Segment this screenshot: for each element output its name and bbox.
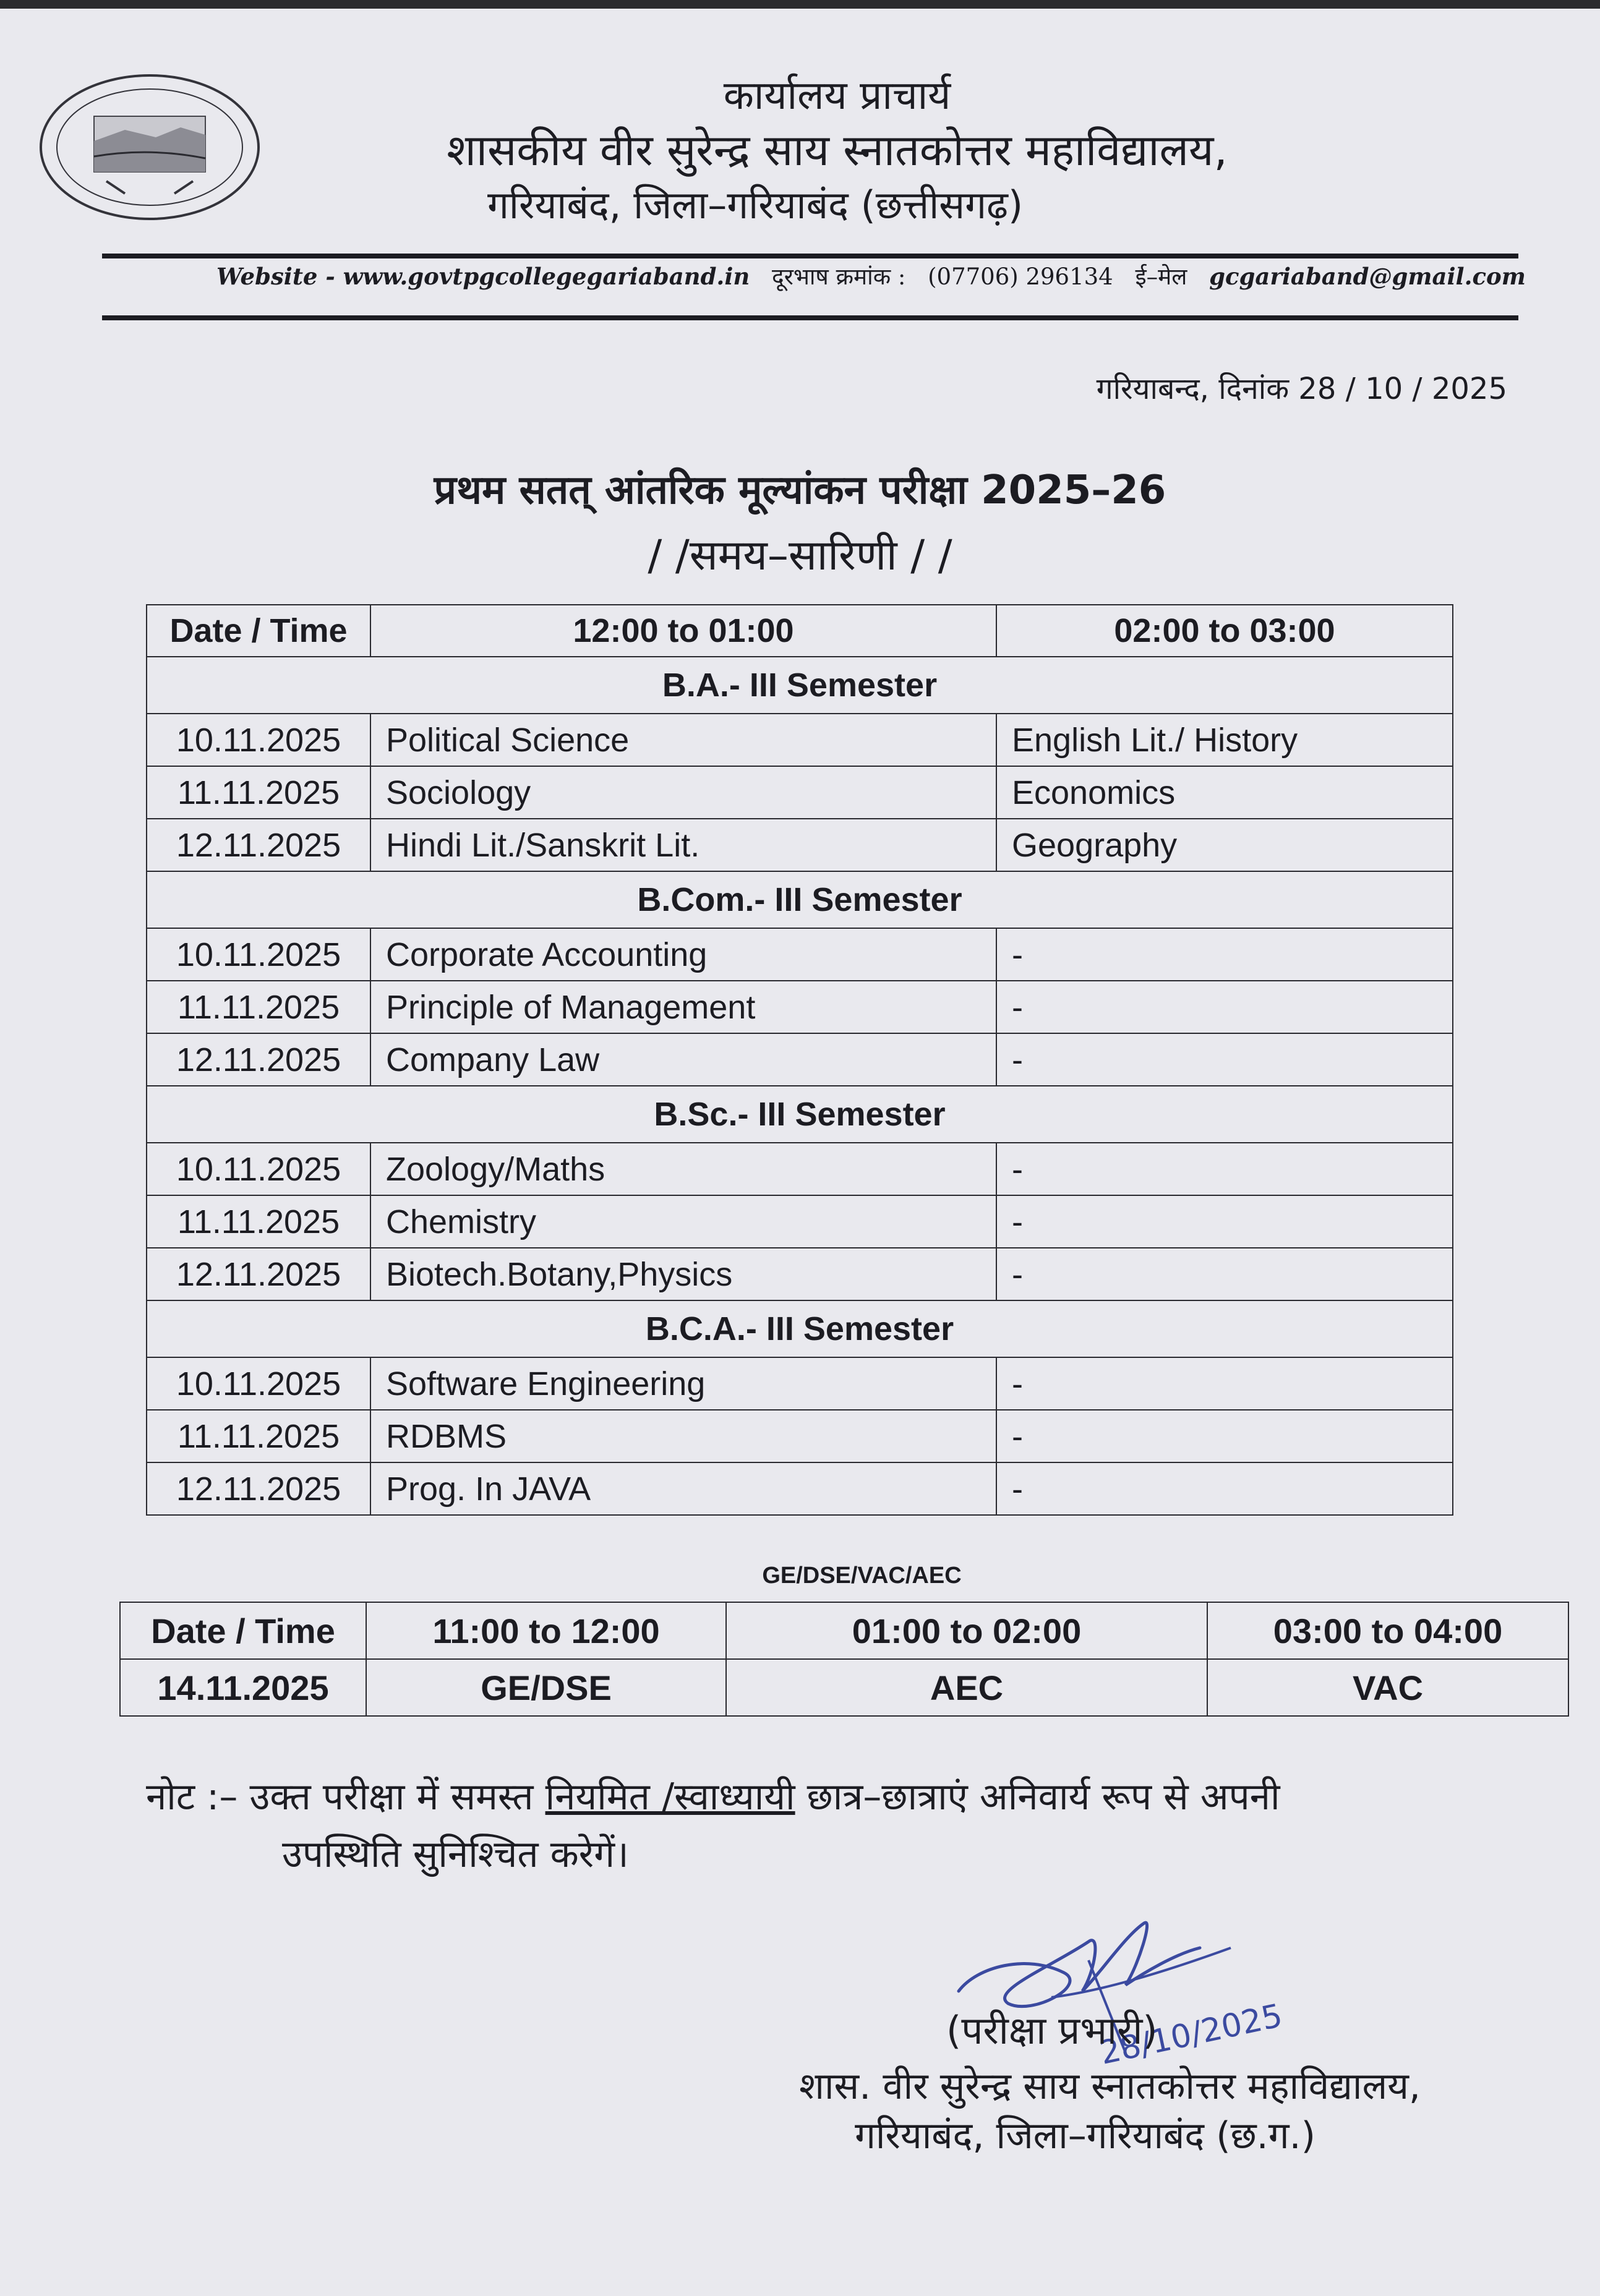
ge-row-slot-2: AEC bbox=[726, 1659, 1207, 1716]
signature-institution: शास. वीर सुरेन्द्र साय स्नातकोत्तर महाविद्यालय, bbox=[799, 2065, 1421, 2108]
row-slot-2: - bbox=[996, 1195, 1453, 1248]
row-slot-2: - bbox=[996, 928, 1453, 981]
row-date: 12.11.2025 bbox=[147, 1248, 370, 1300]
row-slot-1: Sociology bbox=[370, 766, 996, 819]
section-title: B.A.- III Semester bbox=[147, 657, 1453, 714]
table-row bbox=[147, 1410, 1453, 1462]
note-text-2: छात्र–छात्राएं अनिवार्य रूप से अपनी bbox=[795, 1775, 1280, 1819]
photo-top-edge bbox=[0, 0, 1600, 9]
issue-date: गरियाबन्द, दिनांक 28 / 10 / 2025 bbox=[1096, 372, 1507, 406]
table-row bbox=[147, 714, 1453, 766]
table-row bbox=[147, 981, 1453, 1033]
section-title: B.Sc.- III Semester bbox=[147, 1086, 1453, 1143]
row-date: 11.11.2025 bbox=[147, 1410, 370, 1462]
row-slot-2: English Lit./ History bbox=[996, 714, 1453, 766]
ge-row-date: 14.11.2025 bbox=[120, 1659, 366, 1716]
exam-timetable bbox=[146, 604, 1453, 1516]
table-row bbox=[147, 1357, 1453, 1410]
row-slot-2: Economics bbox=[996, 766, 1453, 819]
exam-title: प्रथम सतत् आंतरिक मूल्यांकन परीक्षा 2025–26 bbox=[434, 467, 1166, 513]
timetable-header-row bbox=[147, 605, 1453, 657]
row-date: 10.11.2025 bbox=[147, 1357, 370, 1410]
email-address: gcgariaband@gmail.com bbox=[1209, 263, 1526, 290]
ge-row-slot-3: VAC bbox=[1207, 1659, 1568, 1716]
section-bsc bbox=[147, 1086, 1453, 1143]
row-slot-2: - bbox=[996, 1033, 1453, 1086]
phone-number: (07706) 296134 bbox=[928, 263, 1113, 290]
row-date: 10.11.2025 bbox=[147, 1143, 370, 1195]
row-slot-2: - bbox=[996, 1462, 1453, 1515]
row-date: 12.11.2025 bbox=[147, 1462, 370, 1515]
section-bca bbox=[147, 1300, 1453, 1357]
row-slot-1: Principle of Management bbox=[370, 981, 996, 1033]
section-title: B.Com.- III Semester bbox=[147, 871, 1453, 928]
row-slot-1: Software Engineering bbox=[370, 1357, 996, 1410]
exam-note bbox=[146, 1769, 1507, 1884]
row-date: 10.11.2025 bbox=[147, 714, 370, 766]
note-text-1: नोट :– उक्त परीक्षा में समस्त bbox=[146, 1775, 545, 1819]
row-slot-1: Corporate Accounting bbox=[370, 928, 996, 981]
row-slot-2: - bbox=[996, 1410, 1453, 1462]
row-date: 11.11.2025 bbox=[147, 981, 370, 1033]
timetable-title: / /समय–सारिणी / / bbox=[648, 531, 952, 580]
table-row bbox=[147, 1462, 1453, 1515]
row-date: 11.11.2025 bbox=[147, 766, 370, 819]
row-slot-1: Zoology/Maths bbox=[370, 1143, 996, 1195]
row-slot-2: - bbox=[996, 1248, 1453, 1300]
email-label: ई–मेल bbox=[1135, 263, 1187, 290]
table-row bbox=[147, 1248, 1453, 1300]
website-text: Website - www.govtpgcollegegariaband.in bbox=[216, 263, 750, 290]
row-slot-1: RDBMS bbox=[370, 1410, 996, 1462]
header-divider-bottom bbox=[102, 315, 1518, 320]
phone-label: दूरभाष क्रमांक : bbox=[772, 263, 906, 290]
ge-row-slot-1: GE/DSE bbox=[366, 1659, 726, 1716]
contact-line bbox=[216, 260, 1526, 291]
signature-location: गरियाबंद, जिला–गरियाबंद (छ.ग.) bbox=[855, 2114, 1316, 2157]
ge-timetable bbox=[119, 1602, 1569, 1717]
header-date-time: Date / Time bbox=[147, 605, 370, 657]
row-slot-1: Prog. In JAVA bbox=[370, 1462, 996, 1515]
ge-header-slot-3: 03:00 to 04:00 bbox=[1207, 1602, 1568, 1659]
row-date: 11.11.2025 bbox=[147, 1195, 370, 1248]
note-line-2: उपस्थिति सुनिश्चित करेगें। bbox=[282, 1833, 629, 1876]
note-underlined: नियमित /स्वाध्यायी bbox=[545, 1775, 795, 1819]
ge-header-slot-2: 01:00 to 02:00 bbox=[726, 1602, 1207, 1659]
college-location: गरियाबंद, जिला–गरियाबंद (छत्तीसगढ़) bbox=[487, 182, 1024, 228]
signature-date: 28/10/2025 bbox=[1097, 1997, 1286, 2072]
table-row bbox=[147, 1143, 1453, 1195]
office-heading: कार्यालय प्राचार्य bbox=[723, 73, 951, 119]
table-row bbox=[147, 1033, 1453, 1086]
row-slot-1: Political Science bbox=[370, 714, 996, 766]
row-slot-1: Chemistry bbox=[370, 1195, 996, 1248]
row-date: 10.11.2025 bbox=[147, 928, 370, 981]
row-slot-2: - bbox=[996, 981, 1453, 1033]
ge-header-slot-1: 11:00 to 12:00 bbox=[366, 1602, 726, 1659]
row-slot-1: Biotech.Botany,Physics bbox=[370, 1248, 996, 1300]
table-row bbox=[147, 766, 1453, 819]
ge-row bbox=[120, 1659, 1568, 1716]
row-slot-2: - bbox=[996, 1143, 1453, 1195]
college-name: शासकीय वीर सुरेन्द्र साय स्नातकोत्तर महाविद्यालय, bbox=[447, 125, 1228, 176]
header-slot-1: 12:00 to 01:00 bbox=[370, 605, 996, 657]
header-slot-2: 02:00 to 03:00 bbox=[996, 605, 1453, 657]
section-bcom bbox=[147, 871, 1453, 928]
row-slot-1: Hindi Lit./Sanskrit Lit. bbox=[370, 819, 996, 871]
row-date: 12.11.2025 bbox=[147, 1033, 370, 1086]
table-row bbox=[147, 928, 1453, 981]
section-title: B.C.A.- III Semester bbox=[147, 1300, 1453, 1357]
ge-header-row bbox=[120, 1602, 1568, 1659]
row-slot-2: Geography bbox=[996, 819, 1453, 871]
row-slot-1: Company Law bbox=[370, 1033, 996, 1086]
ge-header-date: Date / Time bbox=[120, 1602, 366, 1659]
exam-incharge: (परीक्षा प्रभारी) bbox=[946, 2008, 1158, 2053]
table-row bbox=[147, 819, 1453, 871]
ge-table-caption: GE/DSE/VAC/AEC bbox=[762, 1563, 962, 1589]
row-slot-2: - bbox=[996, 1357, 1453, 1410]
section-ba bbox=[147, 657, 1453, 714]
header-divider-top bbox=[102, 254, 1518, 258]
row-date: 12.11.2025 bbox=[147, 819, 370, 871]
table-row bbox=[147, 1195, 1453, 1248]
